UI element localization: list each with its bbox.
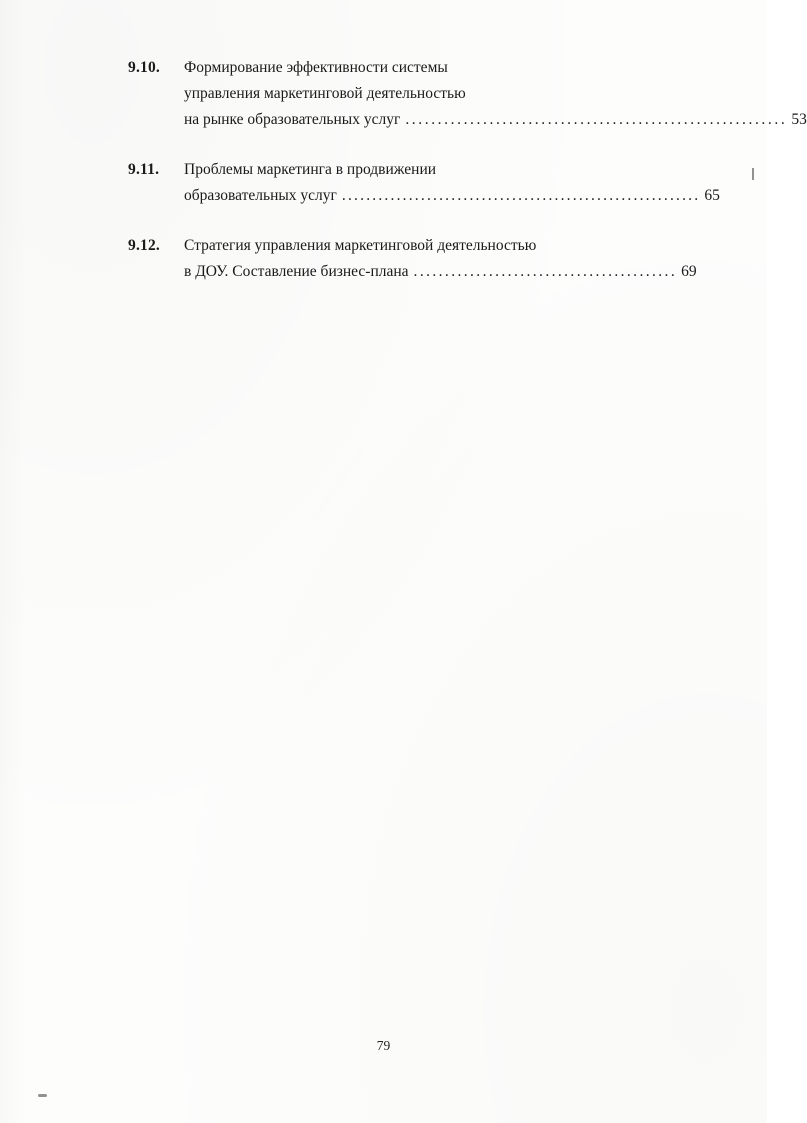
toc-entry (128, 157, 720, 209)
toc-entry (128, 233, 697, 285)
toc-entry-last-line (184, 259, 697, 285)
leader-dots: .......................................... (413, 263, 678, 280)
toc-page-number: 65 (704, 187, 720, 204)
toc-entry-number: 9.11. (128, 161, 160, 178)
toc-entry-line: на рынке образовательных услуг (184, 111, 401, 128)
scan-artifact (38, 1094, 47, 1097)
toc-entry-line: в ДОУ. Составление бизнес-плана (184, 263, 409, 280)
toc-entry-line: образовательных услуг (184, 187, 337, 204)
toc-entry-line: Стратегия управления маркетинговой деятельностью (184, 237, 537, 254)
toc-entry-line: Проблемы маркетинга в продвижении (184, 161, 437, 178)
toc-entry-line: Формирование эффективности системы (184, 59, 448, 76)
toc-entry-last-line (184, 183, 720, 209)
page-number: 79 (376, 1038, 391, 1053)
toc-entry-last-line (184, 107, 807, 133)
toc-entry-body (184, 55, 807, 133)
scan-artifact (752, 168, 754, 180)
toc-page-number: 53 (791, 111, 807, 128)
leader-dots: ........................................................... (341, 187, 701, 204)
toc-entry-number: 9.12. (128, 237, 160, 254)
toc-entry-line: управления маркетинговой деятельностью (184, 85, 466, 102)
toc-entry-body (184, 157, 720, 209)
toc-page-number: 69 (681, 263, 697, 280)
toc-entry-number: 9.10. (128, 59, 160, 76)
table-of-contents (128, 55, 807, 309)
leader-dots: ........................................................... (405, 111, 788, 128)
toc-entry (128, 55, 807, 133)
toc-entry-body (184, 233, 697, 285)
